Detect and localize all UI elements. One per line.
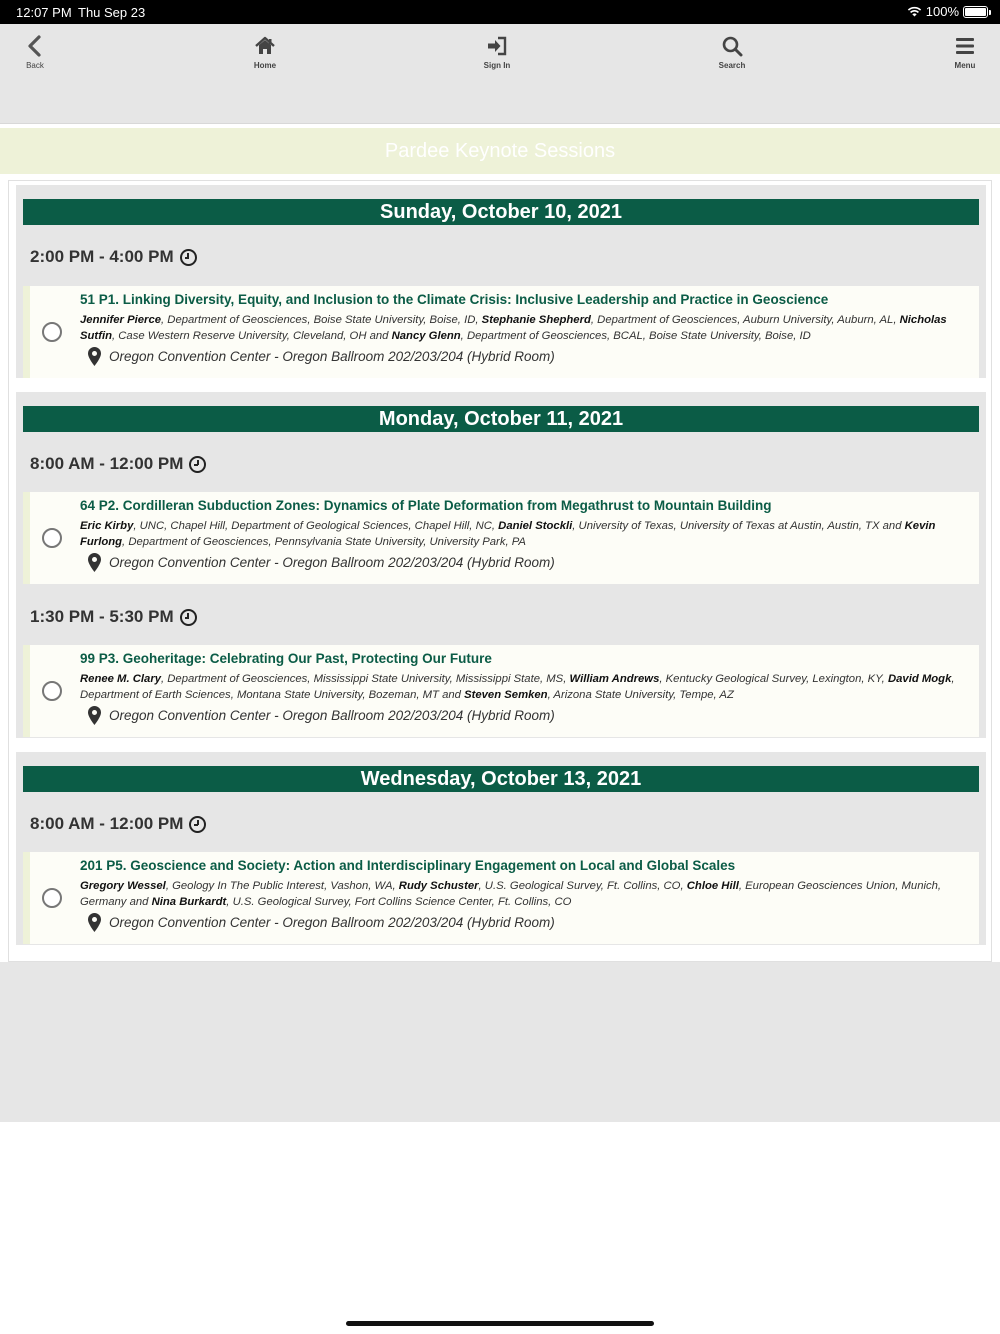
author-name: Nicholas Sutfin [80, 314, 947, 342]
day-header: Monday, October 11, 2021 [23, 406, 979, 432]
author-affiliation: , Department of Geosciences, Mississippi State University, Mississippi State, MS, [161, 673, 570, 685]
home-button[interactable] [235, 34, 295, 70]
author-affiliation: , Department of Geosciences, Auburn University, Auburn, AL, [590, 314, 900, 326]
author-name: Eric Kirby [80, 520, 134, 532]
status-right [907, 4, 988, 19]
day-group [16, 392, 986, 738]
time-slot [30, 454, 206, 474]
author-affiliation: , Geology In The Public Interest, Vashon, WA, [165, 880, 399, 892]
author-name: Daniel Stockli [498, 520, 573, 532]
session-location [88, 706, 555, 725]
session-authors [80, 518, 975, 550]
back-label: Back [26, 61, 44, 70]
time-slot [30, 814, 206, 834]
author-affiliation: , UNC, Chapel Hill, Department of Geological Sciences, Chapel Hill, NC, [133, 520, 499, 532]
menu-label: Menu [954, 61, 976, 70]
author-affiliation: , Arizona State University, Tempe, AZ [547, 689, 734, 701]
author-affiliation: , University of Texas, University of Texas at Austin, Austin, TX and [572, 520, 905, 532]
search-label: Search [718, 61, 746, 70]
clock-icon [189, 456, 206, 473]
location-text: Oregon Convention Center - Oregon Ballroom 202/203/204 (Hybrid Room) [109, 349, 555, 364]
time-range: 8:00 AM - 12:00 PM [30, 454, 184, 473]
author-name: Renee M. Clary [80, 673, 161, 685]
day-header: Sunday, October 10, 2021 [23, 199, 979, 225]
session-select-radio[interactable] [42, 528, 62, 548]
location-text: Oregon Convention Center - Oregon Ballroom 202/203/204 (Hybrid Room) [109, 915, 555, 930]
author-name: Chloe Hill [686, 880, 739, 892]
author-name: Kevin Furlong [80, 520, 936, 548]
search-icon [721, 34, 743, 58]
author-name: Gregory Wessel [80, 880, 166, 892]
sign-in-label: Sign In [483, 61, 511, 70]
time-range: 2:00 PM - 4:00 PM [30, 247, 174, 266]
author-affiliation: , U.S. Geological Survey, Fort Collins Science Center, Ft. Collins, CO [226, 896, 572, 908]
status-date: Thu Sep 23 [78, 5, 146, 20]
day-group [16, 185, 986, 378]
author-affiliation: , Kentucky Geological Survey, Lexington, KY, [659, 673, 888, 685]
map-pin-icon [88, 553, 101, 572]
session-authors [80, 878, 975, 910]
day-group [16, 752, 986, 945]
page-banner [0, 128, 1000, 174]
author-affiliation: , Case Western Reserve University, Cleveland, OH and [112, 330, 392, 342]
author-affiliation: , Department of Geosciences, BCAL, Boise State University, Boise, ID [460, 330, 811, 342]
session-authors [80, 312, 975, 344]
session-title[interactable]: 64 P2. Cordilleran Subduction Zones: Dynamics of Plate Deformation from Megathrust to Mountain Building [80, 498, 772, 513]
map-pin-icon [88, 706, 101, 725]
sign-in-icon [486, 34, 508, 58]
location-text: Oregon Convention Center - Oregon Ballroom 202/203/204 (Hybrid Room) [109, 708, 555, 723]
home-label: Home [253, 61, 277, 70]
session-select-radio[interactable] [42, 322, 62, 342]
session-card[interactable] [23, 852, 979, 944]
session-location [88, 553, 555, 572]
session-authors [80, 671, 975, 703]
page-title: Pardee Keynote Sessions [384, 140, 616, 162]
time-range: 1:30 PM - 5:30 PM [30, 607, 174, 626]
author-affiliation: , European Geosciences Union, Munich, Germany and [80, 880, 942, 908]
time-slot [30, 607, 197, 627]
status-time: 12:07 PM [16, 5, 72, 20]
author-name: Nancy Glenn [391, 330, 461, 342]
author-affiliation: , Department of Earth Sciences, Montana State University, Bozeman, MT and [80, 673, 955, 701]
page-footer-area [0, 962, 1000, 1122]
author-affiliation: , Department of Geosciences, Pennsylvania State University, University Park, PA [122, 536, 526, 548]
wifi-icon [907, 6, 922, 17]
day-header: Wednesday, October 13, 2021 [23, 766, 979, 792]
battery-percent: 100% [925, 4, 959, 19]
battery-icon [963, 6, 988, 18]
map-pin-icon [88, 347, 101, 366]
author-name: Steven Semken [464, 689, 548, 701]
chevron-left-icon [24, 34, 46, 58]
home-indicator[interactable] [346, 1321, 654, 1326]
author-name: David Mogk [887, 673, 952, 685]
home-icon [254, 34, 276, 58]
session-card[interactable] [23, 492, 979, 584]
author-name: William Andrews [569, 673, 660, 685]
session-title[interactable]: 51 P1. Linking Diversity, Equity, and Inclusion to the Climate Crisis: Inclusive Leadership and Practice in Geoscience [80, 292, 829, 307]
session-title[interactable]: 99 P3. Geoheritage: Celebrating Our Past, Protecting Our Future [80, 651, 492, 666]
author-affiliation: , Department of Geosciences, Boise State University, Boise, ID, [161, 314, 482, 326]
time-range: 8:00 AM - 12:00 PM [30, 814, 184, 833]
app-toolbar [0, 24, 1000, 124]
status-bar [0, 0, 1000, 24]
author-affiliation: , U.S. Geological Survey, Ft. Collins, CO, [478, 880, 687, 892]
author-name: Jennifer Pierce [80, 314, 162, 326]
clock-icon [180, 249, 197, 266]
sessions-list [8, 180, 992, 962]
session-title[interactable]: 201 P5. Geoscience and Society: Action and Interdisciplinary Engagement on Local and Global Scales [80, 858, 736, 873]
location-text: Oregon Convention Center - Oregon Ballroom 202/203/204 (Hybrid Room) [109, 555, 555, 570]
time-slot [30, 247, 197, 267]
hamburger-menu-icon [954, 34, 976, 58]
session-location [88, 913, 555, 932]
author-name: Nina Burkardt [151, 896, 227, 908]
clock-icon [180, 609, 197, 626]
back-button[interactable] [5, 34, 65, 70]
author-name: Rudy Schuster [398, 880, 479, 892]
menu-button[interactable] [935, 34, 995, 70]
session-card[interactable] [23, 286, 979, 378]
session-select-radio[interactable] [42, 681, 62, 701]
map-pin-icon [88, 913, 101, 932]
session-location [88, 347, 555, 366]
session-select-radio[interactable] [42, 888, 62, 908]
search-button[interactable] [702, 34, 762, 70]
session-card[interactable] [23, 645, 979, 737]
clock-icon [189, 816, 206, 833]
author-name: Stephanie Shepherd [481, 314, 591, 326]
sign-in-button[interactable] [467, 34, 527, 70]
